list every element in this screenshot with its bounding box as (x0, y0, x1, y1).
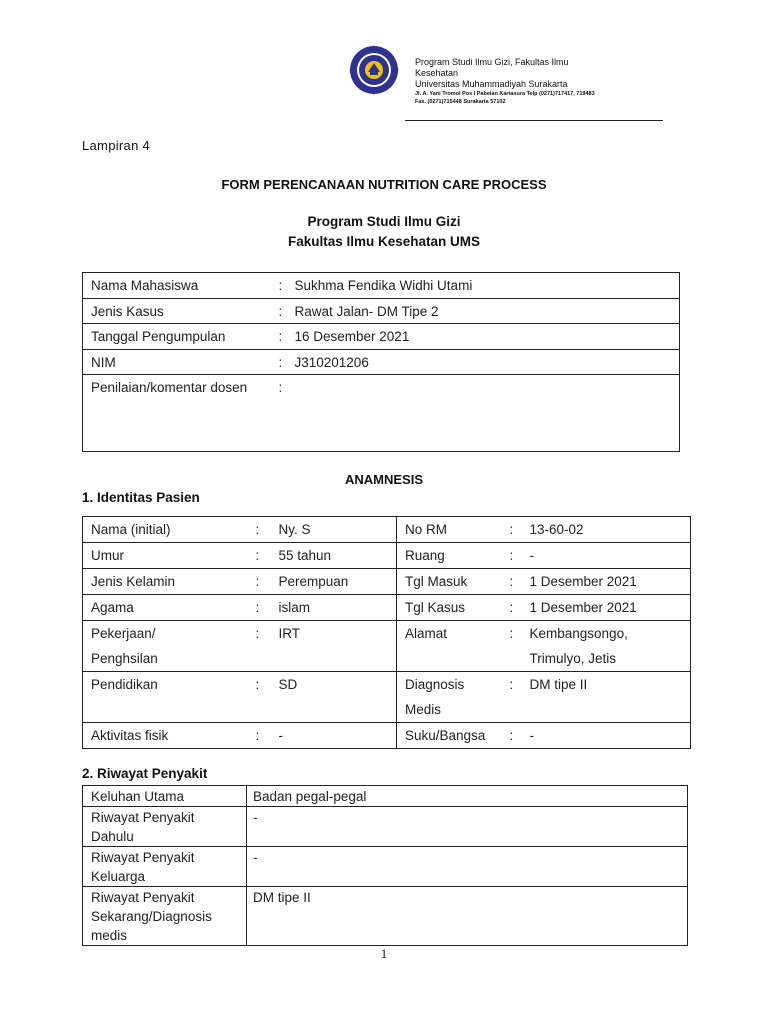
current-history-value: DM tipe II (247, 887, 688, 946)
admission-date-value: 1 Desember 2021 (530, 569, 691, 595)
colon: : (256, 543, 272, 569)
history-label (83, 847, 247, 887)
chief-complaint-value: Badan pegal-pegal (247, 786, 688, 807)
history-label (83, 887, 247, 946)
history-label (83, 807, 247, 847)
table-row (83, 887, 688, 946)
colon: : (510, 569, 530, 595)
table-row (83, 569, 691, 595)
field-label: Umur (83, 543, 256, 569)
field-label: Ruang (397, 543, 510, 569)
field-label: Tanggal Pengumpulan (83, 324, 279, 350)
diagnosis-label-line1: Diagnosis (405, 677, 465, 692)
colon: : (256, 621, 272, 672)
letterhead-text (415, 57, 675, 106)
colon: : (279, 324, 295, 350)
page-number: 1 (380, 946, 388, 961)
history-label-line: medis (91, 928, 128, 943)
history-label-line: Dahulu (91, 829, 134, 844)
activity-value: - (272, 723, 397, 749)
family-history-value: - (247, 847, 688, 887)
table-row (83, 324, 680, 350)
age-value: 55 tahun (272, 543, 397, 569)
field-label: Agama (83, 595, 256, 621)
religion-value: islam (272, 595, 397, 621)
gender-value: Perempuan (272, 569, 397, 595)
occupation-value: IRT (272, 621, 397, 672)
letterhead-fax: Fax. (0271)715448 Surakarta 57102 (415, 99, 506, 105)
colon: : (510, 595, 530, 621)
colon: : (279, 349, 295, 375)
table-row (83, 298, 680, 324)
history-label-line: Riwayat Penyakit (91, 890, 195, 905)
field-label: Penilaian/komentar dosen (83, 375, 279, 452)
program-name: Program Studi Ilmu Gizi (307, 214, 461, 229)
history-label-line: Riwayat Penyakit (91, 810, 195, 825)
education-value: SD (272, 672, 397, 723)
section-heading-medical-history: 2. Riwayat Penyakit (82, 766, 208, 781)
table-row (83, 273, 680, 299)
university-logo (349, 45, 399, 95)
table-row (83, 543, 691, 569)
field-label: Pendidikan (83, 672, 256, 723)
colon: : (279, 298, 295, 324)
letterhead-line2: Kesehatan (415, 68, 459, 78)
diagnosis-label-line2: Medis (405, 702, 442, 717)
colon: : (256, 517, 272, 543)
section-heading-patient-identity: 1. Identitas Pasien (82, 490, 200, 505)
past-history-value: - (247, 807, 688, 847)
field-label (397, 672, 510, 723)
student-identity-table (82, 272, 680, 452)
table-row (83, 375, 680, 452)
medical-history-table (82, 785, 688, 946)
colon: : (279, 273, 295, 299)
faculty-name: Fakultas Ilmu Kesehatan UMS (287, 234, 481, 249)
occupation-label-line1: Pekerjaan/ (91, 626, 156, 641)
field-label: NIM (83, 349, 279, 375)
field-label: Jenis Kasus (83, 298, 279, 324)
case-type-value: Rawat Jalan- DM Tipe 2 (295, 298, 680, 324)
field-label: Nama (initial) (83, 517, 256, 543)
address-line2: Trimulyo, Jetis (529, 651, 617, 666)
patient-name-value: Ny. S (272, 517, 397, 543)
colon: : (510, 543, 530, 569)
history-label-line: Keluarga (91, 869, 146, 884)
history-label-line: Sekarang/Diagnosis (91, 909, 212, 924)
table-row (83, 672, 691, 723)
field-label: Tgl Kasus (397, 595, 510, 621)
case-date-value: 1 Desember 2021 (530, 595, 691, 621)
colon: : (510, 672, 530, 723)
form-title: FORM PERENCANAAN NUTRITION CARE PROCESS (221, 177, 547, 192)
colon: : (256, 569, 272, 595)
lecturer-comment-value (295, 375, 680, 452)
table-row (83, 349, 680, 375)
occupation-label-line2: Penghsilan (91, 651, 158, 666)
field-label: Suku/Bangsa (397, 723, 510, 749)
field-label: Nama Mahasiswa (83, 273, 279, 299)
history-label-line: Riwayat Penyakit (91, 850, 195, 865)
diagnosis-value: DM tipe II (530, 672, 691, 723)
patient-identity-table (82, 516, 691, 749)
table-row (83, 786, 688, 807)
field-label: Tgl Masuk (397, 569, 510, 595)
anamnesis-heading: ANAMNESIS (344, 472, 423, 487)
colon: : (256, 723, 272, 749)
ethnicity-value: - (530, 723, 691, 749)
submission-date-value: 16 Desember 2021 (295, 324, 680, 350)
colon: : (510, 517, 530, 543)
colon: : (510, 723, 530, 749)
room-value: - (530, 543, 691, 569)
colon: : (256, 595, 272, 621)
letterhead-line1: Program Studi Ilmu Gizi, Fakultas Ilmu (415, 57, 569, 67)
letterhead-line3: Universitas Muhammadiyah Surakarta (415, 79, 568, 89)
field-label: No RM (397, 517, 510, 543)
colon: : (256, 672, 272, 723)
table-row (83, 595, 691, 621)
table-row (83, 807, 688, 847)
colon: : (510, 621, 530, 672)
colon: : (279, 375, 295, 452)
address-value (530, 621, 691, 672)
history-label-line: Keluhan Utama (91, 789, 185, 804)
student-name-value: Sukhma Fendika Widhi Utami (295, 273, 680, 299)
table-row (83, 723, 691, 749)
letterhead-address: Jl. A. Yani Tromol Pos I Pabelan Kartasura Telp (0271)717417, 719483 (415, 91, 595, 97)
medical-record-value: 13-60-02 (530, 517, 691, 543)
field-label: Jenis Kelamin (83, 569, 256, 595)
history-label (83, 786, 247, 807)
attachment-label: Lampiran 4 (82, 138, 151, 153)
nim-value: J310201206 (295, 349, 680, 375)
table-row (83, 621, 691, 672)
table-row (83, 517, 691, 543)
field-label (83, 621, 256, 672)
table-row (83, 847, 688, 887)
field-label: Alamat (397, 621, 510, 672)
address-line1: Kembangsongo, (529, 626, 628, 641)
field-label: Aktivitas fisik (83, 723, 256, 749)
letterhead-divider (405, 120, 663, 121)
